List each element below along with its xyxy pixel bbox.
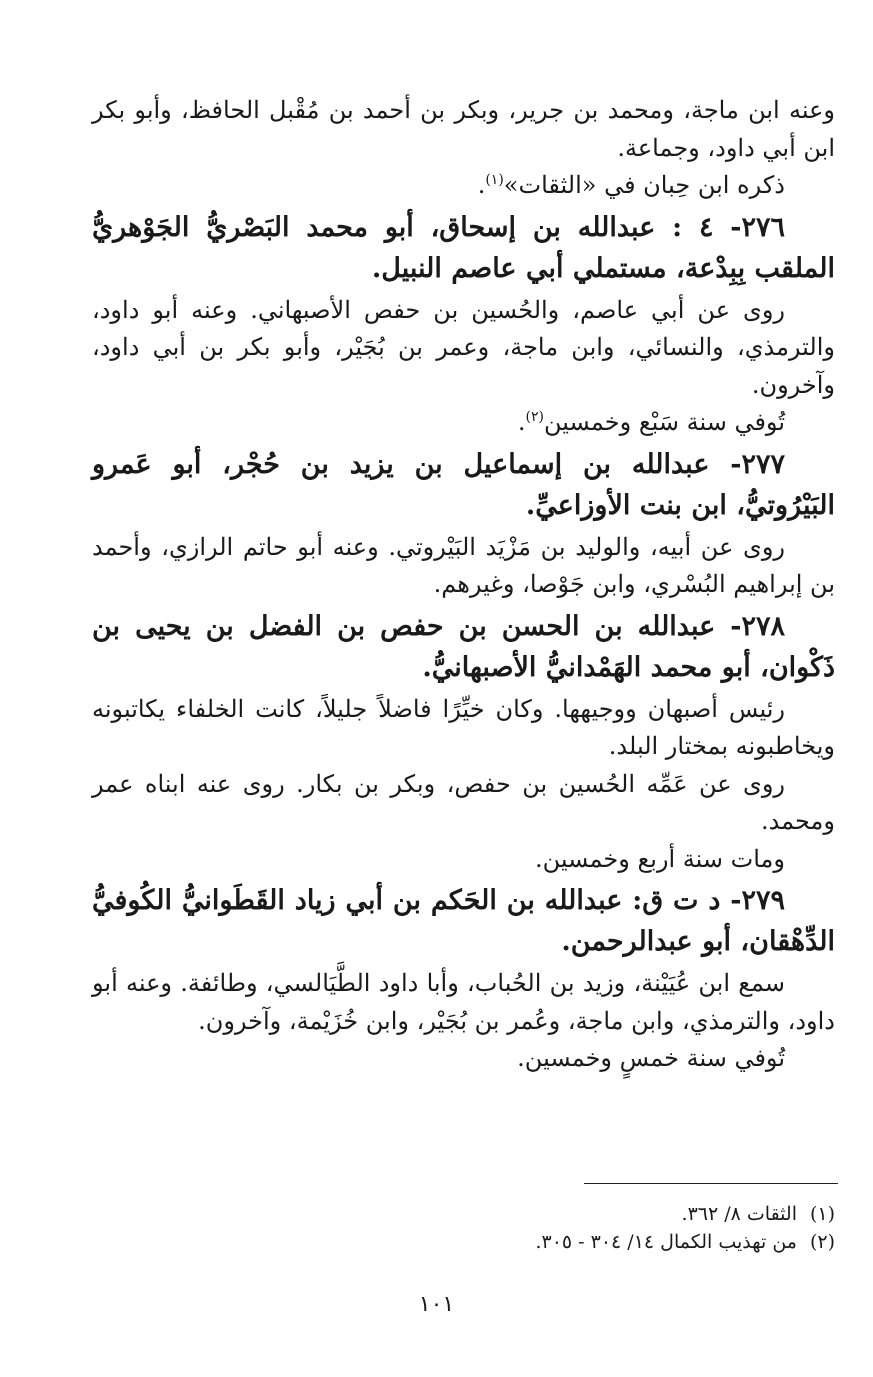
footnote-text-2: من تهذيب الكمال ١٤/ ٣٠٤ - ٣٠٥. — [535, 1231, 797, 1253]
entry-title-276: عبدالله بن إسحاق، أبو محمد البَصْريُّ الجَوْهريُّ الملقب بِبِدْعة، مستملي أبي عاصم النبيل. — [92, 211, 835, 284]
footnote-1 — [200, 1200, 835, 1228]
paragraph-277-narrators: روى عن أبيه، والوليد بن مَزْيَد البَيْروتي. وعنه أبو حاتم الرازي، وأحمد بن إبراهيم البُسْري، وابن جَوْصا، وغيرهم. — [92, 532, 835, 598]
entry-number-279: ٢٧٩- د ت ق: — [632, 885, 786, 916]
entry-heading-278 — [92, 606, 835, 688]
entry-title-277: عبدالله بن إسماعيل بن يزيد بن حُجْر، أبو عَمرو البَيْرُوتيُّ، ابن بنت الأوزاعيِّ. — [92, 448, 835, 521]
entry-heading-279 — [92, 880, 835, 962]
death-text-276: تُوفي سنة سَبْع وخمسين — [543, 408, 785, 436]
footnote-ref-1: (١) — [485, 172, 504, 188]
paragraph-276-death: تُوفي سنة سَبْع وخمسين$^{(٢)}$. — [517, 408, 785, 436]
footnote-ref-2: (٢) — [525, 409, 544, 425]
footnotes — [200, 1200, 835, 1256]
entry-title-279: عبدالله بن الحَكم بن أبي زياد القَطَوانيُّ الكُوفيُّ الدِّهْقان، أبو عبدالرحمن. — [92, 885, 835, 957]
entry-title-278: عبدالله بن الحسن بن حفص بن الفضل بن يحيى بن ذَكْوان، أبو محمد الهَمْدانيُّ الأصبهانيُّ. — [92, 610, 835, 683]
footnote-2 — [200, 1228, 835, 1256]
paragraph-278-description: رئيس أصبهان ووجيهها. وكان خيِّرًا فاضلاً جليلاً، كانت الخلفاء يكاتبونه ويخاطبونه بمختار البلد. — [92, 694, 835, 760]
page-number: ١٠١ — [418, 1292, 455, 1317]
footnote-mark-2: (٢) — [809, 1231, 835, 1253]
citation-text: ذكره ابن حِبان في «الثقات» — [503, 171, 785, 199]
paragraph-278-death: ومات سنة أربع وخمسين. — [534, 844, 785, 873]
paragraph-279-death: تُوفي سنة خمسٍ وخمسين. — [517, 1044, 785, 1072]
entry-heading-277 — [92, 444, 835, 526]
entry-heading-276 — [92, 207, 835, 289]
paragraph-279-narrators: سمع ابن عُيَيْنة، وزيد بن الحُباب، وأبا داود الطَّيَالسي، وطائفة. وعنه أبو داود، والترمذي، وابن ماجة، وعُمر بن بُجَيْر، وابن خُزَيْمة، وآخرون. — [92, 969, 835, 1035]
footnote-text-1: الثقات ٨/ ٣٦٢. — [681, 1203, 797, 1225]
paragraph-276-narrators: روى عن أبي عاصم، والحُسين بن حفص الأصبهاني. وعنه أبو داود، والترمذي، والنسائي، وابن ماجة، وعمر بن بُجَيْر، وأبو بكر بن أبي داود، وآخرون. — [92, 295, 835, 399]
entry-number-278: ٢٧٨- — [730, 610, 785, 642]
paragraph-278-narrators: روى عن عَمِّه الحُسين بن حفص، وبكر بن بكار. روى عنه ابناه عمر ومحمد. — [92, 769, 835, 835]
footnote-separator — [584, 1183, 838, 1184]
paragraph-citation: ذكره ابن حِبان في «الثقات»$^{(١)}$. — [477, 171, 785, 199]
entry-number-277: ٢٧٧- — [730, 448, 786, 480]
main-text — [92, 92, 835, 1078]
entry-number-276: ٢٧٦- ٤ : — [672, 211, 786, 243]
paragraph-continuation: وعنه ابن ماجة، ومحمد بن جرير، وبكر بن أحمد بن مُقْبل الحافظ، وأبو بكر ابن أبي داود، وجماعة. — [92, 96, 835, 162]
footnote-mark-1: (١) — [809, 1203, 835, 1225]
